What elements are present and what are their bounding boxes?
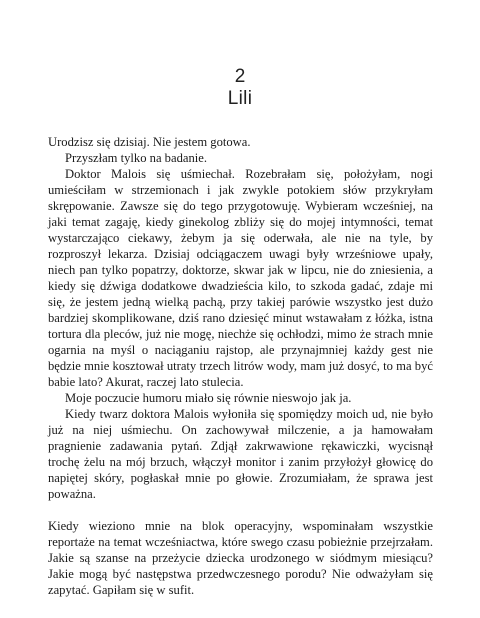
paragraph: Doktor Malois się uśmiechał. Rozebrałam się, położyłam, nogi umieściłam w strzemionach i jak zwykle potokiem słów przykryłam skrępowanie. Zawsze się do tego przygotowuję. Wybieram wcześniej, na jaki temat zagaję, kiedy ginekolog zbliży się do mojej intymności, temat wystarczająco ciekawy, żebym ja się oderwała, ale nie na tyle, by rozproszył lekarza. Dzisiaj odciągaczem uwagi były wrześniowe upały, niech pan tylko popatrzy, doktorze, skwar jak w lipcu, nie do zniesienia, a kiedy się dźwiga dodatkowe dwadzieścia kilo, to szkoda gadać, zdaje mi się, że jestem jedną wielką pachą, przy takiej parówie wszystko jest dużo bardziej skomplikowane, dziś rano dziesięć minut wstawałam z łóżka, istna tortura dla pleców, już nie mogę, niechże się ochłodzi, mimo że strach mnie ogarnia na myśl o naciąganiu rajstop, ale przynajmniej każdy gest nie będzie mnie kosztował utraty trzech litrów wody, mam już dosyć, to ma być babie lato? Akurat, raczej lato stulecia.	[48, 167, 433, 389]
paragraph: Moje poczucie humoru miało się równie nieswojo jak ja.	[65, 391, 352, 405]
paragraph-section-start: Kiedy wieziono mnie na blok operacyjny, wspominałam wszystkie reportaże na temat wcześniactwa, które swego czasu pobieżnie przejrzałam. Jakie są szanse na przeżycie dziecka urodzonego w siódmym miesiącu? Jakie mogą być następstwa przedwczesnego porodu? Nie odważyłam się zapytać. Gapiłam się w sufit.	[48, 519, 433, 597]
paragraph: Kiedy twarz doktora Malois wyłoniła się spomiędzy moich ud, nie było już na niej uśmiechu. On zachowywał milczenie, a ja hamowałam pragnienie zadawania pytań. Zdjął zakrwawione rękawiczki, wycisnął trochę żelu na mój brzuch, włączył monitor i zanim przyłożył głowicę do napiętej skóry, pogłaskał mnie po głowie. Zrozumiałam, że sprawa jest poważna.	[48, 407, 433, 501]
chapter-heading	[0, 66, 480, 110]
chapter-title: Lili	[227, 88, 253, 109]
paragraph-opening: Urodzisz się dzisiaj. Nie jestem gotowa.	[48, 135, 251, 149]
chapter-body	[48, 134, 433, 598]
paragraph: Przyszłam tylko na badanie.	[65, 151, 207, 165]
chapter-number: 2	[234, 66, 246, 87]
